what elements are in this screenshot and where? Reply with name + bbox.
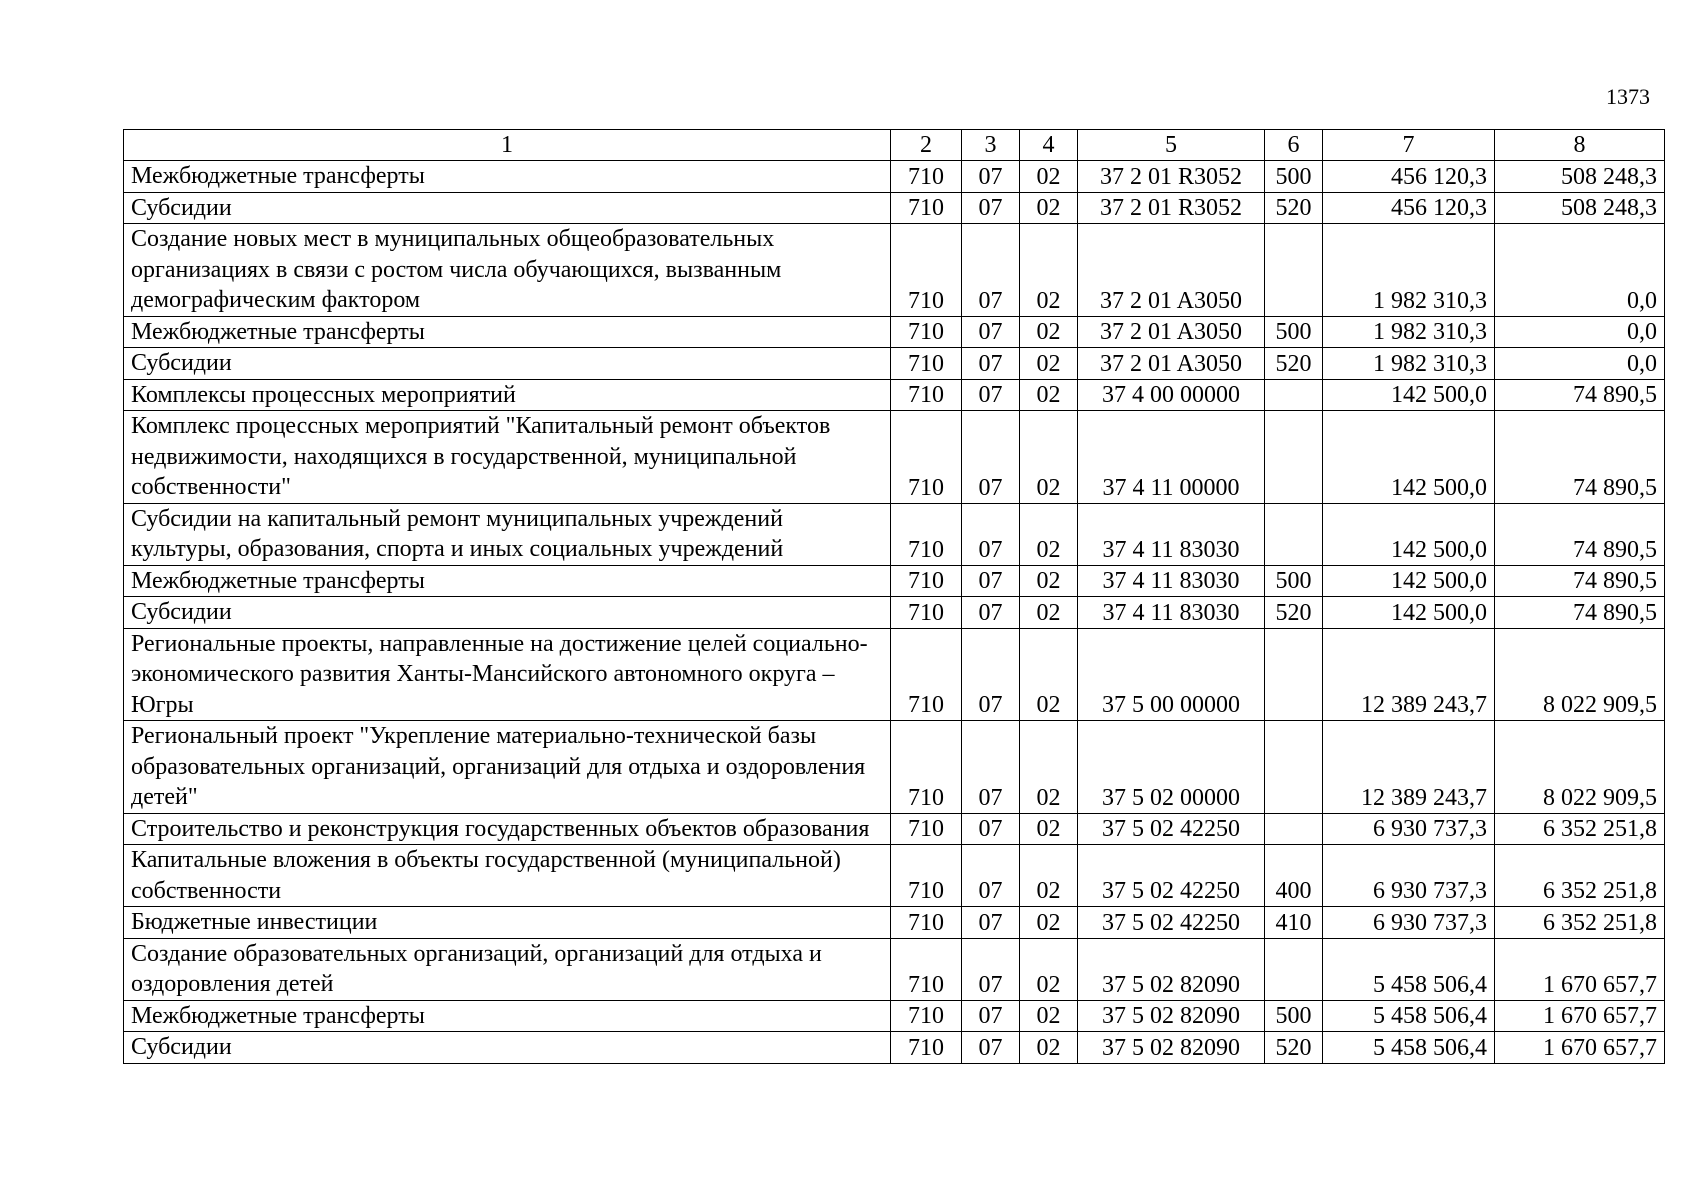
row-amount-col7-cell: 1 982 310,3	[1323, 348, 1495, 380]
row-amount-col7-cell: 142 500,0	[1323, 597, 1495, 629]
header-cell-3: 3	[962, 130, 1020, 161]
row-section-cell: 07	[962, 503, 1020, 565]
row-section-cell: 07	[962, 813, 1020, 845]
row-target-article-cell: 37 5 02 42250	[1078, 907, 1265, 939]
row-name-cell: Строительство и реконструкция государственных объектов образования	[124, 813, 891, 845]
row-expense-type-cell	[1265, 813, 1323, 845]
row-expense-type-cell: 500	[1265, 316, 1323, 348]
table-row	[124, 503, 1665, 565]
row-amount-col8-cell: 1 670 657,7	[1495, 1000, 1665, 1032]
row-target-article-cell: 37 2 01 R3052	[1078, 192, 1265, 224]
table-row	[124, 224, 1665, 317]
row-target-article-cell: 37 4 00 00000	[1078, 379, 1265, 411]
row-name-cell: Межбюджетные трансферты	[124, 161, 891, 193]
row-code-cell: 710	[891, 411, 962, 504]
row-amount-col7-cell: 456 120,3	[1323, 192, 1495, 224]
row-amount-col7-cell: 1 982 310,3	[1323, 316, 1495, 348]
table-row	[124, 813, 1665, 845]
row-name-cell: Субсидии	[124, 348, 891, 380]
row-target-article-cell: 37 5 02 82090	[1078, 1032, 1265, 1064]
row-amount-col8-cell: 74 890,5	[1495, 411, 1665, 504]
row-subsection-cell: 02	[1020, 224, 1078, 317]
row-subsection-cell: 02	[1020, 503, 1078, 565]
row-amount-col8-cell: 74 890,5	[1495, 503, 1665, 565]
row-target-article-cell: 37 5 02 82090	[1078, 938, 1265, 1000]
header-cell-7: 7	[1323, 130, 1495, 161]
row-subsection-cell: 02	[1020, 192, 1078, 224]
header-cell-6: 6	[1265, 130, 1323, 161]
row-subsection-cell: 02	[1020, 907, 1078, 939]
row-name-cell: Субсидии на капитальный ремонт муниципальных учреждений культуры, образования, спорта и иных социальных учреждений	[124, 503, 891, 565]
row-code-cell: 710	[891, 813, 962, 845]
row-expense-type-cell: 500	[1265, 1000, 1323, 1032]
row-code-cell: 710	[891, 938, 962, 1000]
row-target-article-cell: 37 5 02 42250	[1078, 813, 1265, 845]
row-section-cell: 07	[962, 192, 1020, 224]
row-amount-col7-cell: 5 458 506,4	[1323, 1032, 1495, 1064]
table-row	[124, 628, 1665, 721]
row-amount-col7-cell: 12 389 243,7	[1323, 628, 1495, 721]
table-row	[124, 1032, 1665, 1064]
page-number: 1373	[1606, 84, 1650, 109]
row-amount-col8-cell: 1 670 657,7	[1495, 1032, 1665, 1064]
header-cell-4: 4	[1020, 130, 1078, 161]
table-row	[124, 379, 1665, 411]
table-row	[124, 845, 1665, 907]
table-row	[124, 721, 1665, 814]
row-target-article-cell: 37 2 01 R3052	[1078, 161, 1265, 193]
table-row	[124, 565, 1665, 597]
row-expense-type-cell: 400	[1265, 845, 1323, 907]
row-section-cell: 07	[962, 565, 1020, 597]
row-subsection-cell: 02	[1020, 411, 1078, 504]
row-expense-type-cell	[1265, 503, 1323, 565]
row-expense-type-cell	[1265, 938, 1323, 1000]
row-subsection-cell: 02	[1020, 161, 1078, 193]
table-row	[124, 161, 1665, 193]
row-code-cell: 710	[891, 628, 962, 721]
row-section-cell: 07	[962, 628, 1020, 721]
row-subsection-cell: 02	[1020, 565, 1078, 597]
row-code-cell: 710	[891, 721, 962, 814]
row-amount-col8-cell: 0,0	[1495, 224, 1665, 317]
row-expense-type-cell	[1265, 721, 1323, 814]
row-code-cell: 710	[891, 192, 962, 224]
header-cell-1: 1	[124, 130, 891, 161]
row-target-article-cell: 37 2 01 A3050	[1078, 316, 1265, 348]
row-name-cell: Межбюджетные трансферты	[124, 565, 891, 597]
row-section-cell: 07	[962, 316, 1020, 348]
row-expense-type-cell: 520	[1265, 192, 1323, 224]
row-amount-col8-cell: 0,0	[1495, 348, 1665, 380]
row-amount-col8-cell: 8 022 909,5	[1495, 721, 1665, 814]
row-name-cell: Субсидии	[124, 1032, 891, 1064]
row-amount-col7-cell: 142 500,0	[1323, 379, 1495, 411]
row-expense-type-cell: 520	[1265, 348, 1323, 380]
row-subsection-cell: 02	[1020, 938, 1078, 1000]
row-target-article-cell: 37 5 02 00000	[1078, 721, 1265, 814]
row-amount-col7-cell: 5 458 506,4	[1323, 1000, 1495, 1032]
budget-table	[123, 129, 1665, 1064]
row-name-cell: Межбюджетные трансферты	[124, 316, 891, 348]
row-target-article-cell: 37 4 11 83030	[1078, 597, 1265, 629]
header-cell-8: 8	[1495, 130, 1665, 161]
row-section-cell: 07	[962, 411, 1020, 504]
row-code-cell: 710	[891, 316, 962, 348]
row-amount-col8-cell: 1 670 657,7	[1495, 938, 1665, 1000]
row-name-cell: Субсидии	[124, 597, 891, 629]
row-subsection-cell: 02	[1020, 813, 1078, 845]
row-subsection-cell: 02	[1020, 1032, 1078, 1064]
row-name-cell: Комплексы процессных мероприятий	[124, 379, 891, 411]
row-amount-col7-cell: 1 982 310,3	[1323, 224, 1495, 317]
row-subsection-cell: 02	[1020, 628, 1078, 721]
row-name-cell: Капитальные вложения в объекты государственной (муниципальной) собственности	[124, 845, 891, 907]
row-section-cell: 07	[962, 721, 1020, 814]
table-row	[124, 938, 1665, 1000]
row-code-cell: 710	[891, 348, 962, 380]
row-target-article-cell: 37 4 11 83030	[1078, 503, 1265, 565]
header-cell-5: 5	[1078, 130, 1265, 161]
row-amount-col7-cell: 5 458 506,4	[1323, 938, 1495, 1000]
row-section-cell: 07	[962, 379, 1020, 411]
row-section-cell: 07	[962, 1000, 1020, 1032]
row-target-article-cell: 37 2 01 A3050	[1078, 224, 1265, 317]
row-code-cell: 710	[891, 1032, 962, 1064]
row-name-cell: Региональные проекты, направленные на достижение целей социально-экономического развития Ханты-Мансийского автономного округа – Югры	[124, 628, 891, 721]
row-name-cell: Межбюджетные трансферты	[124, 1000, 891, 1032]
row-target-article-cell: 37 5 02 42250	[1078, 845, 1265, 907]
row-amount-col7-cell: 6 930 737,3	[1323, 907, 1495, 939]
row-section-cell: 07	[962, 597, 1020, 629]
row-expense-type-cell: 500	[1265, 565, 1323, 597]
row-code-cell: 710	[891, 907, 962, 939]
row-expense-type-cell	[1265, 224, 1323, 317]
table-row	[124, 411, 1665, 504]
row-code-cell: 710	[891, 379, 962, 411]
row-amount-col7-cell: 456 120,3	[1323, 161, 1495, 193]
row-subsection-cell: 02	[1020, 348, 1078, 380]
row-name-cell: Субсидии	[124, 192, 891, 224]
row-amount-col7-cell: 142 500,0	[1323, 503, 1495, 565]
row-target-article-cell: 37 5 02 82090	[1078, 1000, 1265, 1032]
table-row	[124, 348, 1665, 380]
row-section-cell: 07	[962, 938, 1020, 1000]
row-amount-col8-cell: 6 352 251,8	[1495, 845, 1665, 907]
row-section-cell: 07	[962, 845, 1020, 907]
row-amount-col7-cell: 12 389 243,7	[1323, 721, 1495, 814]
row-section-cell: 07	[962, 348, 1020, 380]
table-row	[124, 316, 1665, 348]
row-amount-col8-cell: 8 022 909,5	[1495, 628, 1665, 721]
row-amount-col8-cell: 0,0	[1495, 316, 1665, 348]
row-subsection-cell: 02	[1020, 597, 1078, 629]
row-name-cell: Создание образовательных организаций, организаций для отдыха и оздоровления детей	[124, 938, 891, 1000]
row-subsection-cell: 02	[1020, 845, 1078, 907]
row-name-cell: Бюджетные инвестиции	[124, 907, 891, 939]
row-expense-type-cell: 520	[1265, 597, 1323, 629]
row-amount-col7-cell: 142 500,0	[1323, 411, 1495, 504]
row-section-cell: 07	[962, 1032, 1020, 1064]
row-target-article-cell: 37 2 01 A3050	[1078, 348, 1265, 380]
row-target-article-cell: 37 4 11 00000	[1078, 411, 1265, 504]
row-subsection-cell: 02	[1020, 721, 1078, 814]
row-amount-col7-cell: 6 930 737,3	[1323, 845, 1495, 907]
row-amount-col8-cell: 6 352 251,8	[1495, 907, 1665, 939]
row-section-cell: 07	[962, 224, 1020, 317]
row-expense-type-cell	[1265, 379, 1323, 411]
row-expense-type-cell: 520	[1265, 1032, 1323, 1064]
row-expense-type-cell	[1265, 411, 1323, 504]
row-code-cell: 710	[891, 565, 962, 597]
table-row	[124, 597, 1665, 629]
row-subsection-cell: 02	[1020, 1000, 1078, 1032]
row-amount-col8-cell: 74 890,5	[1495, 379, 1665, 411]
row-amount-col8-cell: 74 890,5	[1495, 597, 1665, 629]
row-code-cell: 710	[891, 161, 962, 193]
row-name-cell: Комплекс процессных мероприятий "Капитальный ремонт объектов недвижимости, находящихся в государственной, муниципальной собственности"	[124, 411, 891, 504]
row-name-cell: Региональный проект "Укрепление материально-технической базы образовательных организаций, организаций для отдыха и оздоровления детей"	[124, 721, 891, 814]
table-row	[124, 1000, 1665, 1032]
row-name-cell: Создание новых мест в муниципальных общеобразовательных организациях в связи с ростом числа обучающихся, вызванным демографическим фактором	[124, 224, 891, 317]
row-target-article-cell: 37 5 00 00000	[1078, 628, 1265, 721]
row-section-cell: 07	[962, 161, 1020, 193]
row-amount-col7-cell: 142 500,0	[1323, 565, 1495, 597]
row-amount-col7-cell: 6 930 737,3	[1323, 813, 1495, 845]
row-code-cell: 710	[891, 503, 962, 565]
row-subsection-cell: 02	[1020, 316, 1078, 348]
table-row	[124, 192, 1665, 224]
row-code-cell: 710	[891, 845, 962, 907]
table-row	[124, 907, 1665, 939]
row-code-cell: 710	[891, 597, 962, 629]
row-target-article-cell: 37 4 11 83030	[1078, 565, 1265, 597]
row-code-cell: 710	[891, 224, 962, 317]
row-amount-col8-cell: 508 248,3	[1495, 192, 1665, 224]
row-amount-col8-cell: 6 352 251,8	[1495, 813, 1665, 845]
row-code-cell: 710	[891, 1000, 962, 1032]
table-body	[124, 161, 1665, 1064]
row-section-cell: 07	[962, 907, 1020, 939]
row-expense-type-cell: 410	[1265, 907, 1323, 939]
row-amount-col8-cell: 508 248,3	[1495, 161, 1665, 193]
header-cell-2: 2	[891, 130, 962, 161]
row-subsection-cell: 02	[1020, 379, 1078, 411]
row-amount-col8-cell: 74 890,5	[1495, 565, 1665, 597]
row-expense-type-cell: 500	[1265, 161, 1323, 193]
header-row	[124, 130, 1665, 161]
row-expense-type-cell	[1265, 628, 1323, 721]
